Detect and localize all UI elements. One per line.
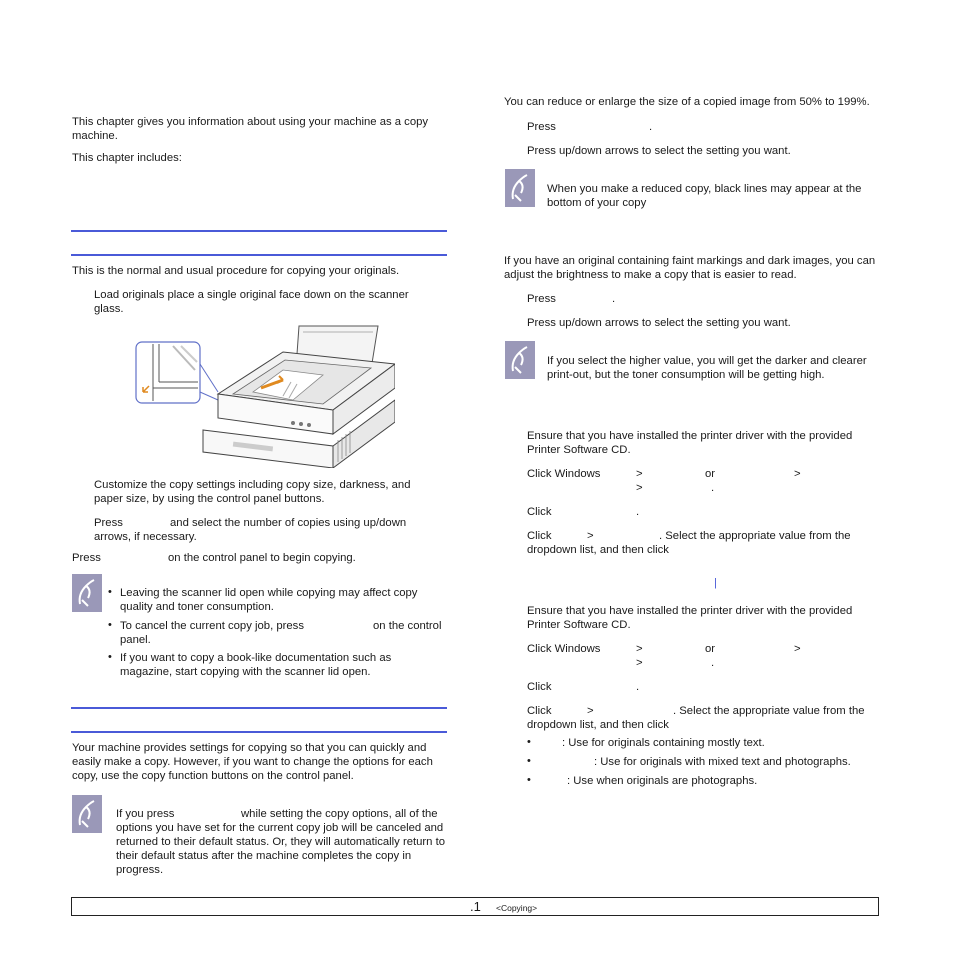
click-label: Click: [527, 530, 552, 542]
step-customize-settings: Customize the copy settings including copy size, darkness, and paper size, by using the control panel buttons.: [94, 479, 411, 505]
section-rule-top: [71, 230, 447, 232]
copy-options-intro: Your machine provides settings for copying so that you can quickly and easily make a copy. However, if you want to change the options for each copy, use the copy function buttons on the control panel.: [72, 742, 433, 782]
note-cancel-label: To cancel the current copy job, press: [120, 620, 304, 632]
darkness-intro: If you have an original containing faint markings and dark images, you can adjust the brightness to make a copy that is easier to read.: [504, 255, 876, 281]
intro-paragraph: This chapter gives you information about using your machine as a copy machine.: [72, 116, 429, 142]
scanner-illustration: [133, 322, 395, 468]
press-label: Press: [527, 293, 556, 305]
note-book-copy: If you want to copy a book-like documentation such as magazine, start copying with the scanner lid open.: [120, 652, 392, 678]
section-rule-bottom: [71, 254, 447, 256]
bullet-dot: •: [527, 755, 531, 767]
click-label: Click: [527, 681, 552, 693]
bullet-dot: •: [108, 651, 112, 663]
section-rule-top: [71, 707, 447, 709]
step-begin-copying: on the control panel to begin copying.: [168, 552, 356, 564]
ensure-driver-installed: Ensure that you have installed the printer driver with the provided Printer Software CD.: [527, 430, 853, 456]
separator: >: [794, 468, 801, 480]
punctuation: .: [649, 121, 653, 133]
separator: >: [587, 705, 594, 717]
separator: >: [587, 530, 594, 542]
select-setting-instruction: Press up/down arrows to select the setting you want.: [527, 317, 791, 329]
text-cursor-mark: |: [714, 577, 717, 589]
punctuation: .: [612, 293, 616, 305]
punctuation: .: [711, 657, 715, 669]
step-press-label: Press: [94, 517, 123, 529]
note-cancel-panel: on the control panel.: [120, 620, 442, 646]
press-label: Press: [527, 121, 556, 133]
step-load-originals: Load originals place a single original face down on the scanner glass.: [94, 289, 409, 315]
click-label: Click: [527, 705, 552, 717]
note-icon: [505, 169, 535, 207]
bullet-dot: •: [527, 774, 531, 786]
page-number: .1: [470, 899, 481, 914]
bullet-dot: •: [527, 736, 531, 748]
chapter-name: <Copying>: [496, 903, 538, 913]
click-windows-label: Click Windows: [527, 643, 601, 655]
note-icon: [72, 795, 102, 833]
note-icon: [505, 341, 535, 379]
select-value-instruction: . Select the appropriate value from the dropdown list, and then click: [527, 530, 851, 556]
ensure-driver-installed: Ensure that you have installed the printer driver with the provided Printer Software CD.: [527, 605, 853, 631]
bullet-dot: •: [108, 586, 112, 598]
note-press-label: If you press: [116, 808, 175, 820]
separator: >: [636, 643, 643, 655]
separator: >: [636, 657, 643, 669]
note-lid-open: Leaving the scanner lid open while copying may affect copy quality and toner consumption.: [120, 587, 418, 613]
step-press-start-label: Press: [72, 552, 101, 564]
or-label: or: [705, 468, 716, 480]
separator: >: [794, 643, 801, 655]
step-select-copies: and select the number of copies using up/down arrows, if necessary.: [94, 517, 407, 543]
section-rule-bottom: [71, 731, 447, 733]
click-windows-label: Click Windows: [527, 468, 601, 480]
option-photo-description: : Use when originals are photographs.: [567, 775, 758, 787]
or-label: or: [705, 643, 716, 655]
option-text-description: : Use for originals containing mostly text.: [562, 737, 765, 749]
punctuation: .: [711, 482, 715, 494]
note-icon: [72, 574, 102, 612]
note-reset-options: while setting the copy options, all of the options you have set for the current copy job will be canceled and returned to their default status. Or, they will automatically return to their default status after the machine completes the copy in progress.: [116, 808, 446, 876]
bullet-dot: •: [108, 619, 112, 631]
note-reduced-copy: When you make a reduced copy, black lines may appear at the bottom of your copy: [547, 183, 862, 209]
chapter-includes-label: This chapter includes:: [72, 152, 182, 164]
select-value-instruction: . Select the appropriate value from the dropdown list, and then click: [527, 705, 865, 731]
reduce-enlarge-intro: You can reduce or enlarge the size of a copied image from 50% to 199%.: [504, 96, 870, 108]
note-higher-value: If you select the higher value, you will get the darker and clearer print-out, but the toner consumption will be getting high.: [547, 355, 867, 381]
click-label: Click: [527, 506, 552, 518]
punctuation: .: [636, 681, 640, 693]
separator: >: [636, 482, 643, 494]
separator: >: [636, 468, 643, 480]
select-setting-instruction: Press up/down arrows to select the setting you want.: [527, 145, 791, 157]
option-mixed-description: : Use for originals with mixed text and photographs.: [594, 756, 851, 768]
basic-copy-intro: This is the normal and usual procedure for copying your originals.: [72, 265, 400, 277]
punctuation: .: [636, 506, 640, 518]
